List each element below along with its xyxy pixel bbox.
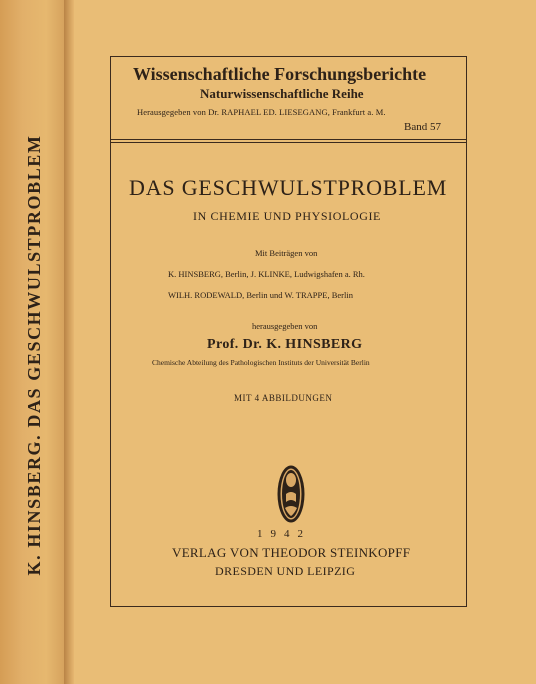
publisher-emblem-icon	[276, 464, 306, 524]
illustrations-note: MIT 4 ABBILDUNGEN	[234, 393, 333, 403]
contributors-intro: Mit Beiträgen von	[255, 248, 318, 258]
series-title: Wissenschaftliche Forschungsberichte	[133, 64, 427, 84]
edited-by-label: herausgegeben von	[252, 321, 318, 331]
series-editor: Herausgegeben von Dr. RAPHAEL ED. LIESEGANG, Frankfurt a. M.	[137, 107, 386, 117]
editor-name: Prof. Dr. K. HINSBERG	[207, 337, 363, 352]
book-subtitle: IN CHEMIE UND PHYSIOLOGIE	[193, 209, 381, 223]
publisher-name: VERLAG VON THEODOR STEINKOPFF	[172, 545, 411, 560]
divider-rule	[111, 139, 466, 140]
spine-fold	[64, 0, 74, 684]
editor-affiliation: Chemische Abteilung des Pathologischen Instituts der Universität Berlin	[152, 358, 370, 367]
contributors-line: K. HINSBERG, Berlin, J. KLINKE, Ludwigshafen a. Rh.	[168, 269, 365, 279]
book-spine	[0, 0, 66, 684]
divider-rule	[111, 142, 466, 143]
publication-place: DRESDEN UND LEIPZIG	[215, 564, 356, 578]
book-title: DAS GESCHWULSTPROBLEM	[129, 175, 448, 200]
volume-number: Band 57	[404, 121, 441, 133]
spine-title: K. HINSBERG. DAS GESCHWULSTPROBLEM	[23, 134, 44, 576]
series-subtitle: Naturwissenschaftliche Reihe	[200, 86, 364, 101]
publication-year: 1942	[257, 528, 311, 540]
contributors-line: WILH. RODEWALD, Berlin und W. TRAPPE, Berlin	[168, 290, 353, 300]
